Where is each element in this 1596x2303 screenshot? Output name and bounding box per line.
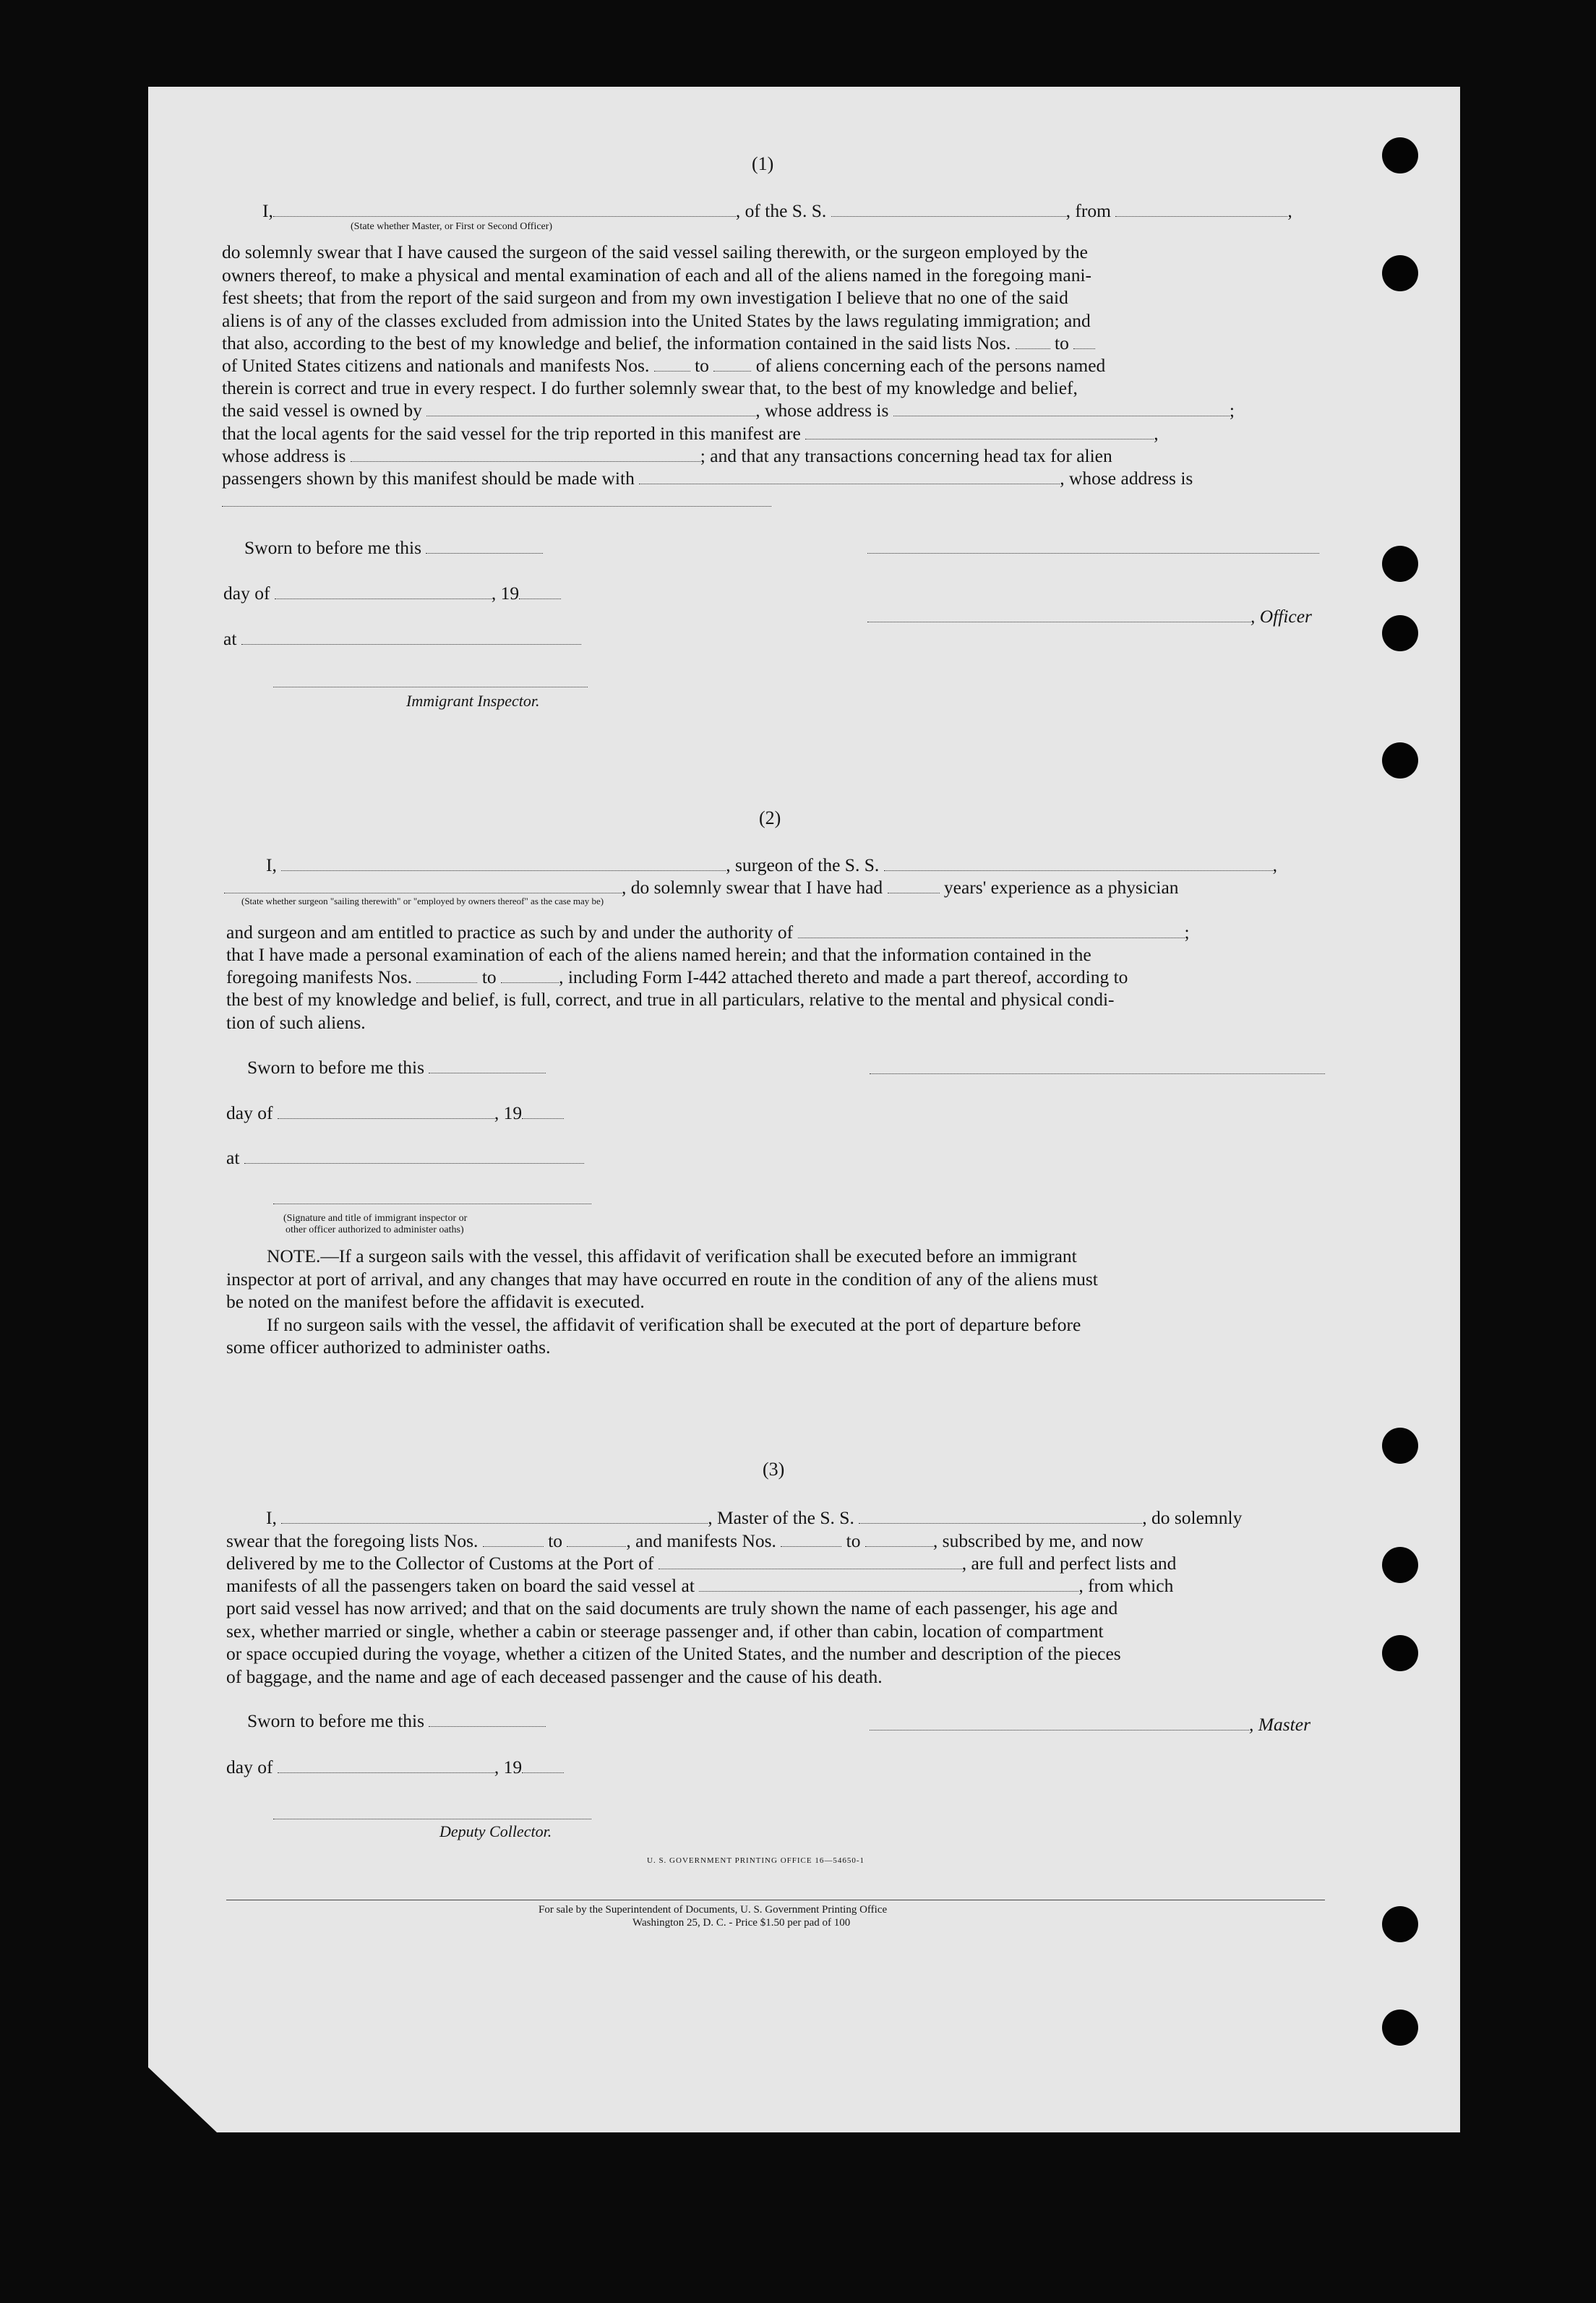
sworn-day-field[interactable] [426, 539, 543, 554]
s1-officer: , Officer [867, 605, 1312, 628]
s1-line-10: whose address is ; and that any transactions concerning head tax for alien [222, 445, 1112, 466]
port-field[interactable] [658, 1554, 962, 1569]
punch-hole [1382, 742, 1418, 779]
sworn-day-field-2[interactable] [429, 1058, 546, 1073]
section-number: (1) [752, 153, 774, 174]
list-no-from[interactable] [1016, 334, 1050, 349]
head-tax-address-field[interactable] [222, 506, 771, 507]
s2-line-1: I, , surgeon of the S. S. , [266, 854, 1278, 875]
agents-address-field[interactable] [351, 447, 700, 462]
state-note: (State whether Master, or First or Second Officer) [351, 221, 553, 232]
punch-hole [1382, 615, 1418, 651]
surgeon-name-field[interactable] [281, 856, 726, 871]
s3-line-4: manifests of all the passengers taken on board the said vessel at , from which [226, 1575, 1174, 1596]
gpo-imprint: U. S. GOVERNMENT PRINTING OFFICE 16—54650-1 [647, 1856, 865, 1865]
punch-hole [1382, 1635, 1418, 1671]
authority-field[interactable] [798, 923, 1185, 938]
s2-line-2: , do solemnly swear that I have had years' experience as a physician [224, 876, 1179, 899]
s3-line-3: delivered by me to the Collector of Customs at the Port of , are full and perfect lists and [226, 1553, 1177, 1574]
manifest-to-field[interactable] [501, 968, 559, 983]
surgeon-status-note: (State whether surgeon "sailing therewith" or "employed by owners thereof" as the case may be) [241, 896, 604, 906]
s3-sworn: Sworn to before me this [247, 1710, 546, 1733]
sale-line-1: For sale by the Superintendent of Documents, U. S. Government Printing Office [539, 1904, 888, 1916]
ship-name-field-2[interactable] [884, 856, 1273, 871]
s3-dayof: day of , 19 [226, 1756, 564, 1779]
section-number: (3) [763, 1459, 785, 1480]
lists-to-field[interactable] [567, 1532, 626, 1547]
manifest-from-field[interactable] [416, 968, 477, 983]
s1-paragraph: do solemnly swear that I have caused the surgeon of the said vessel sailing therewith, or the surgeon employed by the owners thereof, to make a physical and mental examination of each and all of the aliens named in the foregoing mani- fest sheets; that from the report of the said surgeon and from my own investigation I believe that no one of the said aliens is of any of the classes excluded from admission into the United States by the laws regulating immigration; and [222, 241, 1092, 331]
from-port-field[interactable] [1115, 202, 1287, 217]
manifest-no-from[interactable] [654, 356, 690, 372]
agents-field[interactable] [805, 424, 1154, 439]
officer-rank-field[interactable] [273, 202, 736, 217]
deputy-caption: Deputy Collector. [439, 1822, 552, 1840]
s2-line-3: and surgeon and am entitled to practice as such by and under the authority of ; [226, 922, 1190, 943]
punch-hole [1382, 1906, 1418, 1942]
s3-paragraph: port said vessel has now arrived; and that on the said documents are truly shown the name of each passenger, his age and sex, whether married or single, whether a cabin or steerage passenger and, if other than cabin, location of compartment or space occupied during the voyage, whether a citizen of the United States, and the number and description of the pieces of baggage, and the name and age of each deceased passenger and the cause of his death. [226, 1597, 1121, 1687]
punch-hole [1382, 255, 1418, 291]
s2-dayof: day of , 19 [226, 1102, 564, 1125]
s1-line-header: I, , of the S. S. , from , [262, 200, 1292, 221]
note-paragraph: NOTE.—If a surgeon sails with the vessel, this affidavit of verification shall be executed before an immigrant inspector at port of arrival, and any changes that may have occurred en route in the condition of any of the aliens must be noted on the manifest before the affidavit is executed. If no surgeon sails with the vessel, the affidavit of verification shall be executed at the port of departure before some officer authorized to administer oaths. [226, 1245, 1098, 1358]
sworn-year-field-2[interactable] [522, 1104, 564, 1119]
s1-line-11: passengers shown by this manifest should be made with , whose address is [222, 468, 1193, 489]
manifests-from-field[interactable] [781, 1532, 841, 1547]
s2-at: at [226, 1146, 584, 1170]
s1-line-9: that the local agents for the said vessel for the trip reported in this manifest are , [222, 423, 1159, 444]
sig-note-1: (Signature and title of immigrant inspector or [283, 1213, 468, 1224]
s1-line-6: of United States citizens and nationals and manifests Nos. to of aliens concerning each of the persons named [222, 355, 1106, 376]
manifest-no-to[interactable] [713, 356, 751, 372]
boarding-port-field[interactable] [699, 1577, 1078, 1592]
s2-sworn: Sworn to before me this [247, 1056, 546, 1079]
punch-hole [1382, 137, 1418, 173]
s3-line-2: swear that the foregoing lists Nos. to , and manifests Nos. to , subscribed by me, and now [226, 1530, 1144, 1551]
head-tax-field[interactable] [639, 469, 1060, 484]
years-field[interactable] [888, 878, 940, 893]
surgeon-signature-line[interactable] [870, 1073, 1325, 1074]
manifests-to-field[interactable] [865, 1532, 933, 1547]
s1-sworn: Sworn to before me this [244, 536, 543, 559]
list-no-to[interactable] [1073, 334, 1095, 349]
sale-line-2: Washington 25, D. C. - Price $1.50 per pad of 100 [632, 1917, 851, 1929]
sworn-year-field[interactable] [519, 584, 561, 599]
section-number: (2) [759, 807, 781, 828]
s3-master-sig: , Master [870, 1713, 1310, 1736]
s2-line-6-7: the best of my knowledge and belief, is full, correct, and true in all particulars, relative to the mental and physical condi- tion of such aliens. [226, 989, 1115, 1033]
officer-signature-line-1[interactable] [867, 553, 1319, 554]
s1-line-8: the said vessel is owned by , whose address is ; [222, 400, 1235, 421]
ship-name-field[interactable] [831, 202, 1066, 217]
s1-line-7: therein is correct and true in every respect. I do further solemnly swear that, to the best of my knowledge and belief, [222, 377, 1078, 398]
inspector-caption: Immigrant Inspector. [406, 692, 540, 710]
owner-field[interactable] [426, 401, 755, 416]
sworn-day-field-3[interactable] [429, 1712, 546, 1727]
s3-line-1: I, , Master of the S. S. , do solemnly [266, 1507, 1243, 1528]
s1-at: at [223, 627, 581, 651]
ship-name-field-3[interactable] [859, 1509, 1142, 1524]
s2-line-4: that I have made a personal examination of each of the aliens named herein; and that the information contained in the [226, 944, 1091, 965]
s1-dayof: day of , 19 [223, 582, 561, 605]
punch-hole [1382, 1547, 1418, 1583]
punch-hole [1382, 2010, 1418, 2046]
surgeon-status-field[interactable] [224, 878, 622, 893]
master-signature-field[interactable] [870, 1715, 1249, 1731]
master-name-field[interactable] [281, 1509, 708, 1524]
s2-line-5: foregoing manifests Nos. to , including Form I-442 attached thereto and made a part thereof, according to [226, 966, 1128, 987]
sworn-month-field[interactable] [275, 584, 492, 599]
punch-hole [1382, 546, 1418, 582]
s1-line-5: that also, according to the best of my knowledge and belief, the information contained in the said lists Nos. to [222, 332, 1095, 355]
sworn-month-field-3[interactable] [278, 1758, 494, 1773]
sworn-year-field-3[interactable] [522, 1758, 564, 1773]
officer-signature-field[interactable] [867, 607, 1250, 622]
owner-address-field[interactable] [893, 401, 1230, 416]
sig-note-2: other officer authorized to administer oaths) [286, 1225, 464, 1235]
sworn-month-field-2[interactable] [278, 1104, 494, 1119]
lists-from-field[interactable] [483, 1532, 544, 1547]
sworn-at-field-2[interactable] [244, 1149, 584, 1164]
punch-hole [1382, 1428, 1418, 1464]
sworn-at-field[interactable] [241, 630, 581, 645]
